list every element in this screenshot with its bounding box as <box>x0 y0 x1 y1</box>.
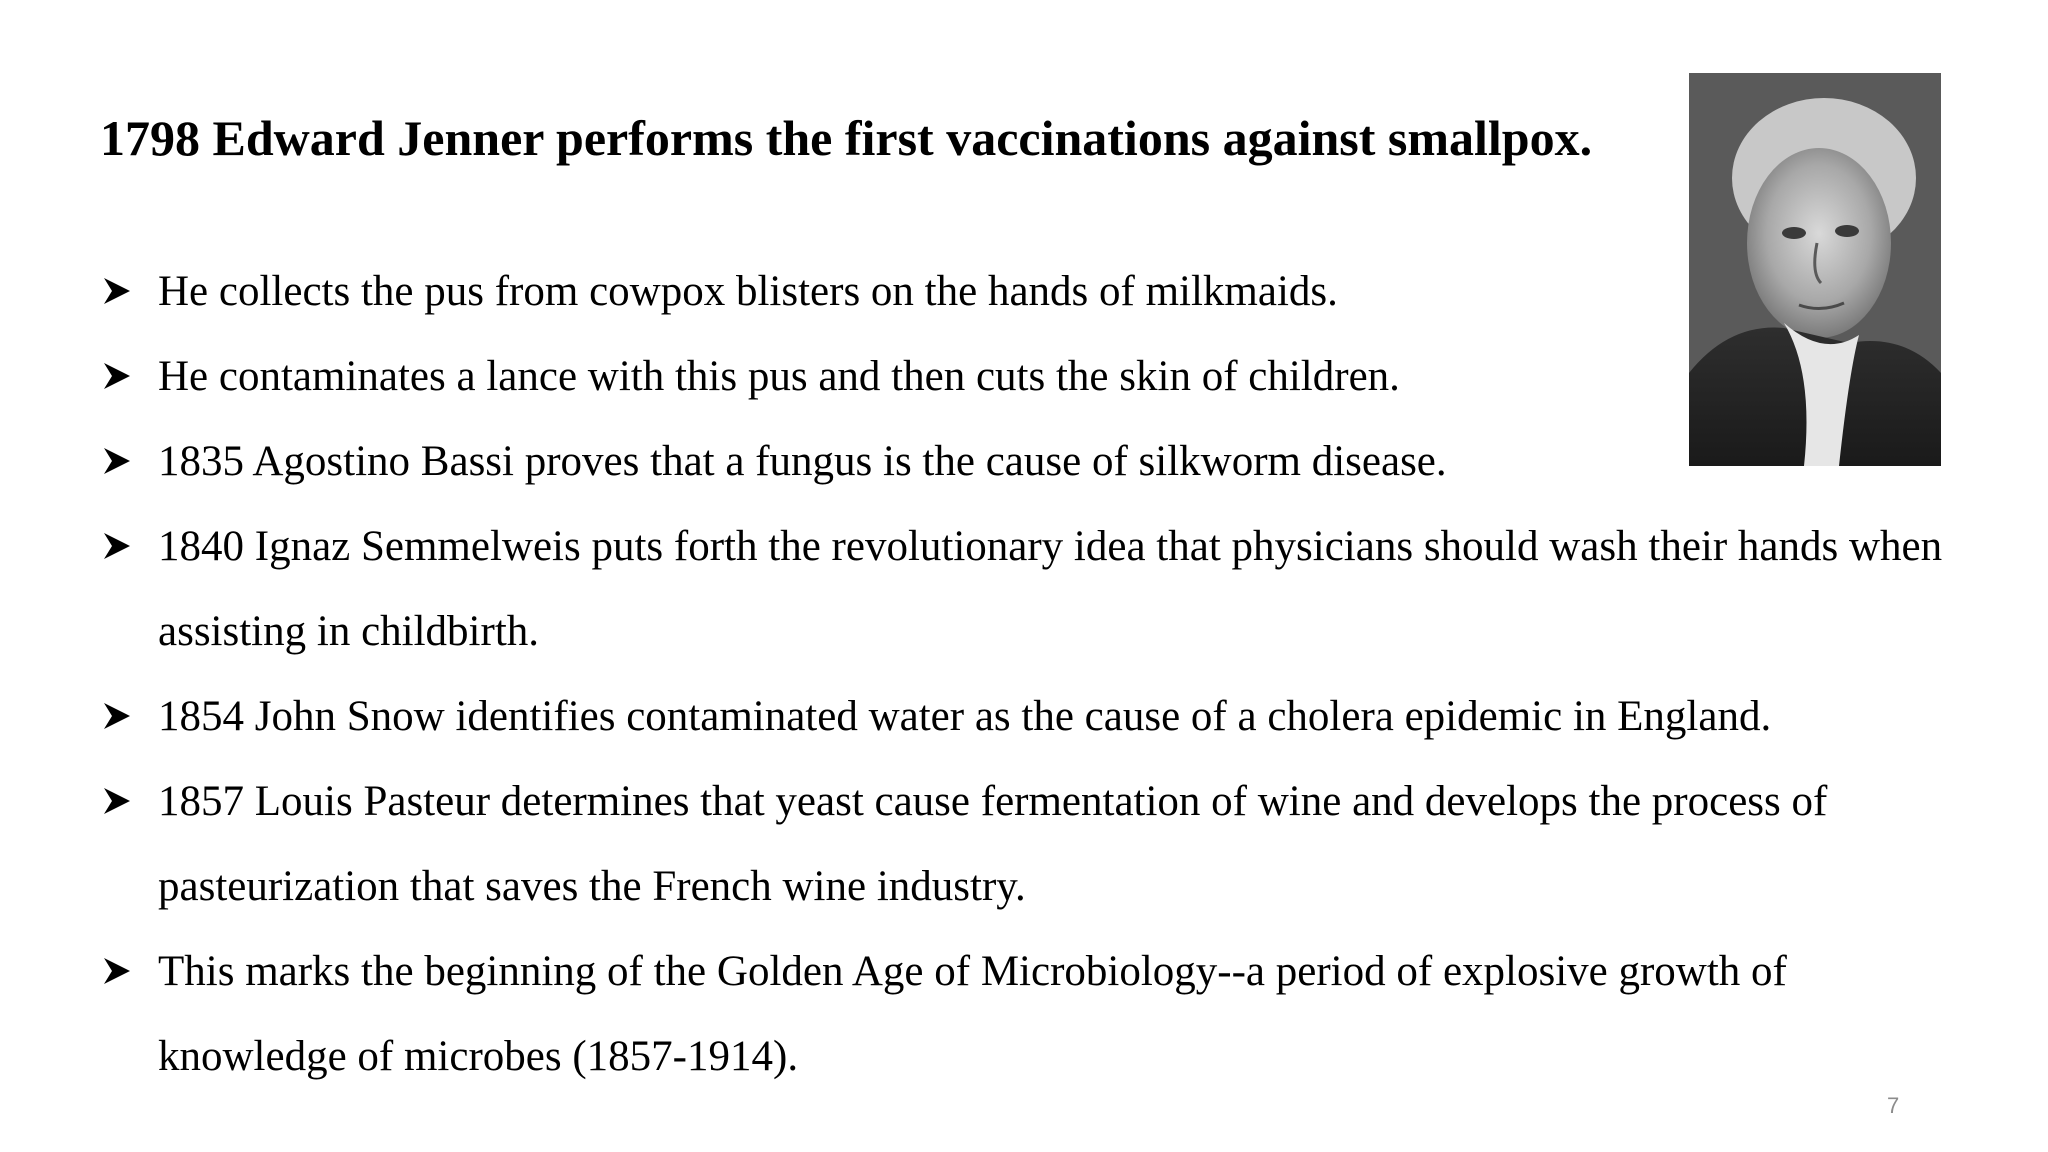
bullet-text: 1854 John Snow identifies contaminated water as the cause of a cholera epidemic in England. <box>158 693 1772 740</box>
bullet-text: 1840 Ignaz Semmelweis puts forth the revolutionary idea that physicians should wash their hands when assisting in childbirth. <box>158 523 1943 655</box>
arrowhead-bullet-icon <box>102 786 132 816</box>
list-item <box>100 759 1980 929</box>
list-item <box>100 419 1980 504</box>
bullet-text: 1835 Agostino Bassi proves that a fungus is the cause of silkworm disease. <box>158 438 1447 485</box>
arrowhead-bullet-icon <box>102 701 132 731</box>
slide-title: 1798 Edward Jenner performs the first vaccinations against smallpox. <box>100 110 1593 166</box>
arrowhead-bullet-icon <box>102 276 132 306</box>
list-item <box>100 674 1980 759</box>
bullet-text: This marks the beginning of the Golden Age of Microbiology--a period of explosive growth of knowledge of microbes (1857-1914). <box>158 948 1787 1080</box>
arrowhead-bullet-icon <box>102 531 132 561</box>
bullet-list <box>100 249 1980 1099</box>
list-item <box>100 929 1980 1099</box>
page-number: 7 <box>1887 1093 1900 1118</box>
arrowhead-bullet-icon <box>102 446 132 476</box>
bullet-text: 1857 Louis Pasteur determines that yeast cause fermentation of wine and develops the process of pasteurization that saves the French wine industry. <box>158 778 1828 910</box>
list-item <box>100 334 1980 419</box>
bullet-text: He collects the pus from cowpox blisters on the hands of milkmaids. <box>158 268 1338 315</box>
list-item <box>100 249 1980 334</box>
bullet-text: He contaminates a lance with this pus and then cuts the skin of children. <box>158 353 1400 400</box>
list-item <box>100 504 1980 674</box>
arrowhead-bullet-icon <box>102 361 132 391</box>
arrowhead-bullet-icon <box>102 956 132 986</box>
